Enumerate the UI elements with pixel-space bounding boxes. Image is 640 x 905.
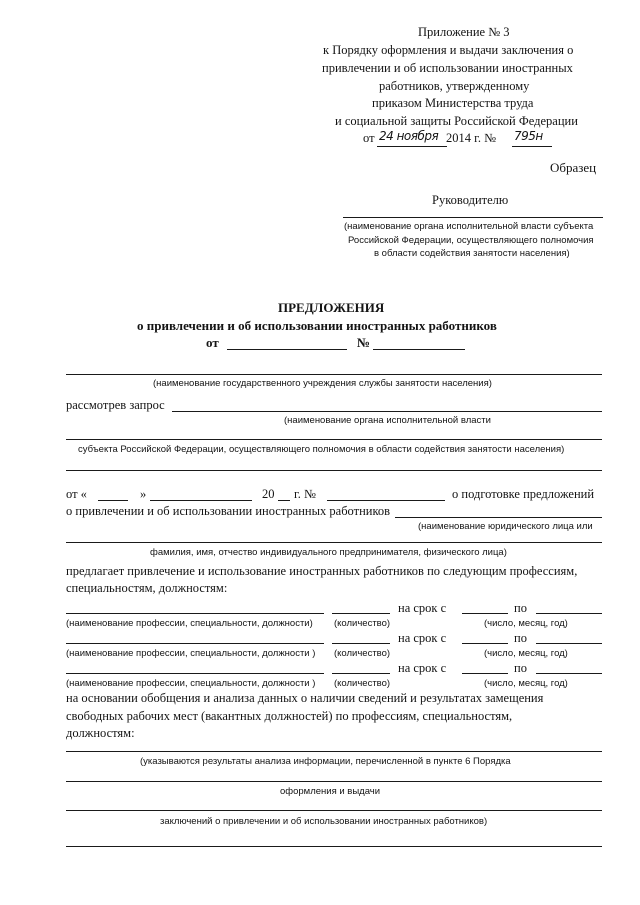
result-hint-3: заключений о привлечении и об использовании иностранных работников) (160, 816, 488, 827)
order-date-line (377, 146, 447, 147)
review-line (172, 411, 602, 412)
entity-line-2 (66, 542, 602, 543)
profession-hint: (наименование профессии, специальности, должности ) (66, 678, 316, 689)
term-to-label: по (514, 661, 527, 675)
order-year: 2014 г. № (446, 131, 497, 145)
result-line (66, 751, 602, 752)
result-line-2 (66, 781, 602, 782)
request-number-label: г. № (294, 487, 316, 501)
title-number-line (373, 349, 465, 350)
proposes-text-2: специальностям, должностям: (66, 581, 228, 595)
addressee-hint: в области содействия занятости населения) (374, 248, 570, 259)
term-from-label: на срок с (398, 661, 447, 675)
quantity-line (332, 613, 390, 614)
review-label: рассмотрев запрос (66, 398, 165, 412)
request-number-line (327, 500, 445, 501)
proposes-text: предлагает привлечение и использование иностранных работников по следующим профессиям, (66, 564, 578, 578)
appendix-line: работников, утвержденному (379, 79, 530, 93)
appendix-line: привлечении и об использовании иностранных (322, 61, 573, 75)
document-title: ПРЕДЛОЖЕНИЯ (278, 300, 385, 315)
basis-text-2: свободных рабочих мест (вакантных должностей) по профессиям, специальностям, (66, 709, 513, 723)
date-hint: (число, месяц, год) (484, 678, 568, 689)
request-year-line (278, 500, 290, 501)
term-from-line (462, 643, 508, 644)
term-from-line (462, 673, 508, 674)
profession-line (66, 673, 324, 674)
title-number-label: № (357, 335, 371, 350)
profession-hint: (наименование профессии, специальности, должности ) (66, 648, 316, 659)
authority-line (66, 439, 602, 440)
term-from-label: на срок с (398, 631, 447, 645)
request-day-line (98, 500, 128, 501)
document-subtitle: о привлечении и об использовании иностранных работников (137, 318, 497, 333)
profession-hint: (наименование профессии, специальности, должности) (66, 618, 313, 629)
order-date-prefix: от (363, 131, 375, 145)
appendix-line: и социальной защиты Российской Федерации (335, 114, 578, 128)
addressee-label: Руководителю (432, 193, 509, 207)
term-to-label: по (514, 631, 527, 645)
quantity-line (332, 673, 390, 674)
entity-hint-2: фамилия, имя, отчество индивидуального предпринимателя, физического лица) (150, 547, 507, 558)
result-hint-2: оформления и выдачи (280, 786, 381, 797)
request-month-line (150, 500, 252, 501)
addressee-line (343, 217, 603, 218)
authority-hint: (наименование органа исполнительной власти (284, 415, 491, 426)
result-line-3 (66, 810, 602, 811)
appendix-line: приказом Министерства труда (372, 96, 534, 110)
basis-text-3: должностям: (66, 726, 135, 740)
term-to-line (536, 673, 602, 674)
result-hint: (указываются результаты анализа информации, перечисленной в пункте 6 Порядка (140, 756, 511, 767)
institution-line (66, 374, 602, 375)
order-number-line (512, 146, 552, 147)
order-date-handwritten: 24 ноября (379, 129, 439, 143)
quantity-line (332, 643, 390, 644)
term-to-line (536, 643, 602, 644)
request-about: о подготовке предложений (452, 487, 595, 501)
term-from-line (462, 613, 508, 614)
profession-line (66, 643, 324, 644)
institution-hint: (наименование государственного учреждения службы занятости населения) (153, 378, 492, 389)
quantity-hint: (количество) (334, 648, 391, 659)
appendix-number: Приложение № 3 (418, 25, 510, 39)
term-to-label: по (514, 601, 527, 615)
term-from-label: на срок с (398, 601, 447, 615)
quantity-hint: (количество) (334, 618, 391, 629)
title-date-line (227, 349, 347, 350)
term-to-line (536, 613, 602, 614)
authority-hint-2: субъекта Российской Федерации, осуществляющего полномочия в области содействия занятости населения) (78, 444, 565, 455)
order-number-handwritten: 795н (514, 129, 543, 143)
sample-label: Образец (550, 160, 597, 175)
date-hint: (число, месяц, год) (484, 618, 568, 629)
title-from-label: от (206, 335, 219, 350)
result-line-4 (66, 846, 602, 847)
request-about-2: о привлечении и об использовании иностранных работников (66, 504, 391, 518)
addressee-hint: Российской Федерации, осуществляющего полномочия (348, 235, 594, 246)
appendix-line: к Порядку оформления и выдачи заключения о (323, 43, 574, 57)
entity-line (395, 517, 602, 518)
request-year-prefix: 20 (262, 487, 275, 501)
quantity-hint: (количество) (334, 678, 391, 689)
authority-line-2 (66, 470, 602, 471)
request-date-prefix: от « (66, 487, 87, 501)
profession-line (66, 613, 324, 614)
request-date-quote: » (140, 487, 147, 501)
addressee-hint: (наименование органа исполнительной власти субъекта (344, 221, 594, 232)
entity-hint: (наименование юридического лица или (418, 521, 593, 532)
date-hint: (число, месяц, год) (484, 648, 568, 659)
basis-text: на основании обобщения и анализа данных о наличии сведений и результатах замещения (66, 691, 544, 705)
